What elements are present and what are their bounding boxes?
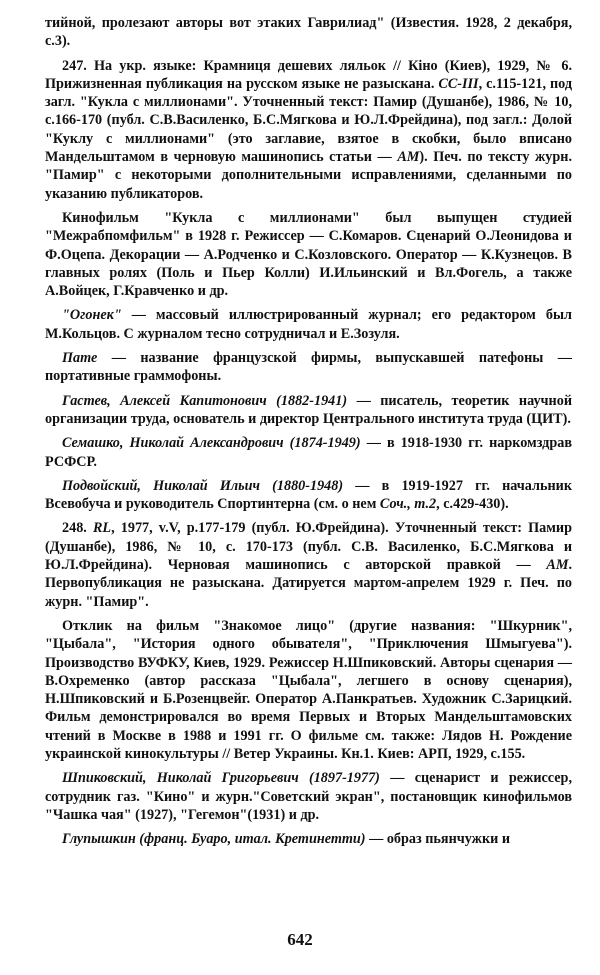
paragraph-p3 xyxy=(45,209,572,300)
text-segment: тийной, пролезают авторы вот этаких Гаврилиад" (Известия. 1928, 2 декабря, с.3). xyxy=(45,15,572,50)
text-segment: 248. xyxy=(62,520,93,537)
text-segment: — в 1919-1927 гг. начальник Всевобуча и руководитель Спортинтерна (см. о нем xyxy=(45,477,573,513)
text-segment: ). Печ. по тексту журн. "Памир" с некоторыми дополнительными исправлениями, сделанными по указанию публикаторов. xyxy=(45,149,572,202)
paragraph-p8 xyxy=(45,477,572,514)
text-segment: — образ пьянчужки и xyxy=(365,831,511,848)
text-segment: , с.115-121, под загл. "Кукла с миллионами". Уточненный текст: Памир (Душанбе), 1986, № 10, с.166-170 (публ. С.В.Василенко, Б.С.Мягкова и Ю.Л.Фрейдина), под загл.: Долой "Куклу с миллионами" (это заглавие, взятое в скобки, было вписано Мандельштамом в черновую машинопись статьи — xyxy=(45,75,572,166)
paragraph-note-248 xyxy=(45,519,572,610)
paragraph-p7 xyxy=(45,434,572,471)
text-segment: — сценарист и режиссер, сотрудник газ. "Кино" и журн."Советский экран", постановщик кинофильмов "Чашка чая" (1927), "Гегемон"(1931) и др. xyxy=(45,770,572,823)
paragraph-p5 xyxy=(45,349,572,386)
text-segment-italic: Гастев, Алексей Капитонович (1882-1941) xyxy=(62,392,348,409)
text-segment-italic: Пате xyxy=(62,350,98,367)
text-segment-italic: RL xyxy=(92,520,112,537)
text-segment-italic: AM xyxy=(546,557,569,574)
text-segment: — в 1918-1930 гг. наркомздрав РСФСР. xyxy=(45,435,572,470)
text-segment-italic: AM xyxy=(397,149,420,166)
paragraph-p6 xyxy=(45,392,572,429)
paragraph-p4 xyxy=(45,306,572,343)
text-segment-italic: "Огонек" xyxy=(62,307,122,324)
text-segment: , 1977, v.V, p.177-179 (публ. Ю.Фрейдина). Уточненный текст: Памир (Душанбе), 1986, № 10, с. 170-173 (публ. С.В. Василенко, Б.С.Мягкова и Ю.Л.Фрейдина). Черновая машинопись с авторской правкой — xyxy=(45,520,572,574)
text-segment-italic: Подвойский, Николай Ильич (1880-1948) xyxy=(62,477,344,494)
text-segment-italic: Шпиковский, Николай Григорьевич (1897-1977) xyxy=(62,770,380,787)
page-body xyxy=(45,14,572,854)
paragraph-p11 xyxy=(45,769,572,824)
text-segment: — писатель, теоретик научной организации труда, основатель и директор Центрального института труда (ЦИТ). xyxy=(45,392,572,427)
text-segment: Кинофильм "Кукла с миллионами" был выпущен студией "Межрабпомфильм" в 1928 г. Режиссер — С.Комаров. Сценарий О.Леонидова и Ф.Оцепа. Декорации — А.Родченко и С.Козловского. Оператор — К.Кузнецов. В главных ролях (Поль и Пьер Колли) И.Ильинский и Вл.Фогель, а также А.Войцек, Г.Кравченко и др. xyxy=(45,209,572,300)
text-segment-italic: Глупышкин (франц. Буаро, итал. Кретинетти) xyxy=(62,831,366,848)
page-number: 642 xyxy=(287,930,313,949)
text-segment: Отклик на фильм "Знакомое лицо" (другие названия: "Шкурник", "Цыбала", "История одного обывателя", "Приключения Шмыгуева"). Производство ВУФКУ, Киев, 1929. Режиссер Н.Шпиковский. Авторы сценария — В.Охременко (автор рассказа "Цыбала", легшего в основу сценария), Н.Шпиковский и Б.Розенцвейг. Оператор А.Панкратьев. Художник С.Зарицкий. Фильм демонстрировался во время Первых и Вторых Мандельштамовских чтений в Москве в 1988 и 1991 гг. О фильме см. также: Лядов Н. Рождение украинской кинокультуры // Ветер Украины. Кн.1. Киев: АРП, 1929, с.155. xyxy=(45,617,572,762)
text-segment: — массовый иллюстрированный журнал; его редактором был М.Кольцов. С журналом тесно сотрудничал и Е.Зозуля. xyxy=(45,307,572,342)
text-segment: — название французской фирмы, выпускавшей патефоны — портативные граммофоны. xyxy=(45,350,572,385)
text-segment: , с.429-430). xyxy=(436,496,509,513)
paragraph-p1 xyxy=(45,14,572,51)
paragraph-p12 xyxy=(45,830,572,848)
text-segment-italic: Семашко, Николай Александрович (1874-1949) xyxy=(62,435,361,452)
text-segment: . Первопубликация не разыскана. Датируется мартом-апрелем 1929 г. Печ. по журн. "Памир". xyxy=(45,557,572,610)
paragraph-p10 xyxy=(45,617,572,763)
text-segment: 247. На укр. языке: Крамниця дешевих ляльок // Кіно (Киев), 1929, № 6. Прижизненная публикация на русском языке не разыскана. xyxy=(45,57,572,92)
text-segment-italic: Соч., т.2 xyxy=(379,496,437,513)
text-segment-italic: СС-III xyxy=(438,75,479,92)
paragraph-note-247 xyxy=(45,57,572,203)
